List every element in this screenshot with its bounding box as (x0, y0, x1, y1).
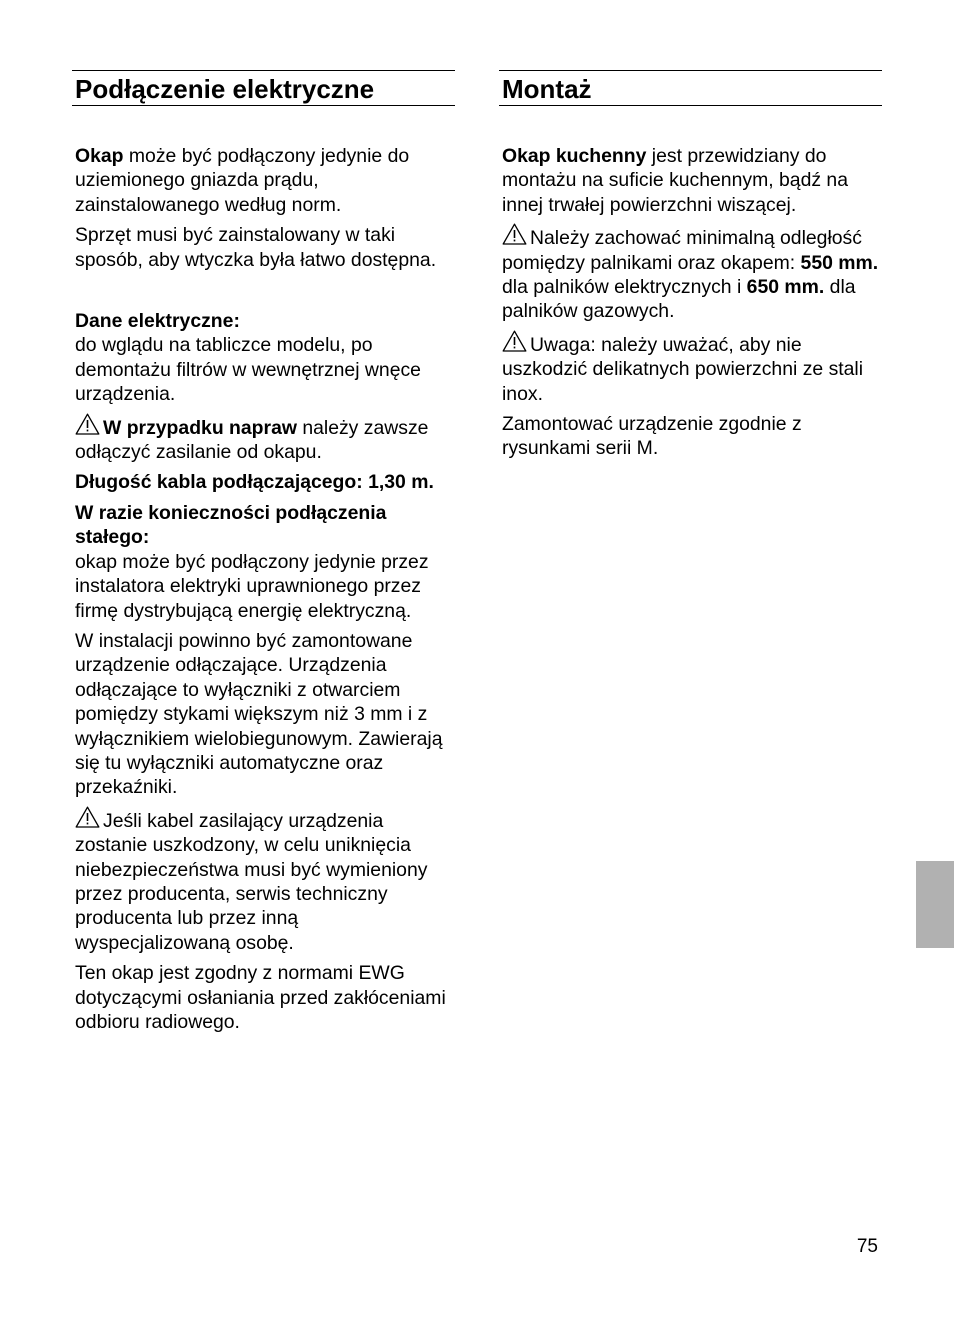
paragraph (75, 501, 455, 623)
section-title-electrical: Podłączenie elektryczne (72, 70, 455, 106)
left-column (72, 70, 455, 1040)
warning-triangle-icon (502, 223, 527, 245)
paragraph (75, 470, 455, 494)
bold-term: Dane elektryczne: (75, 310, 240, 333)
warning-triangle-icon (75, 806, 100, 828)
warning-triangle-icon (502, 330, 527, 352)
bold-term: Okap kuchenny (502, 145, 647, 167)
paragraph-text: do wglądu na tabliczce modelu, po demontażu filtrów w wewnętrznej wnęce urządzenia. (75, 334, 421, 406)
installation-body (499, 144, 882, 461)
language-tab-marker (916, 861, 954, 948)
paragraph (502, 144, 882, 217)
paragraph (75, 309, 455, 407)
paragraph-text: jest przewidziany do montażu na suficie kuchennym, bądź na innej trwałej powierzchni wiszącej. (502, 145, 849, 216)
paragraph-text: należy zawsze odłączyć zasilanie od okapu. (75, 416, 429, 464)
section-title-installation: Montaż (499, 70, 882, 106)
paragraph-text: Jeśli kabel zasilający urządzenia zostanie uszkodzony, w celu uniknięcia niebezpieczeństwa musi być wymieniony przez producenta, serwis techniczny producenta lub przez inną wyspecjalizowaną osobę. (75, 809, 428, 954)
paragraph-text: dla palników gazowych. (502, 276, 856, 323)
bold-term: W przypadku napraw (103, 416, 297, 439)
paragraph (75, 413, 455, 465)
paragraph-text: Należy zachować minimalną odległość pomiędzy palnikami oraz okapem: (502, 227, 862, 274)
paragraph-text: dla palników elektrycznych i (502, 276, 747, 299)
page-number: 75 (856, 1236, 878, 1257)
paragraph (502, 330, 882, 406)
paragraph: Zamontować urządzenie zgodnie z rysunkami serii M. (502, 413, 802, 460)
bold-value: 650 mm. (746, 276, 825, 299)
paragraph: W instalacji powinno być zamontowane urządzenie odłączające. Urządzenia odłączające to wyłączniki z otwarciem pomiędzy stykami większym niż 3 mm i z wyłącznikiem wielobiegunowym. Zawierają się tu wyłączniki automatyczne oraz przekaźniki. (75, 629, 443, 799)
warning-triangle-icon (75, 413, 100, 435)
paragraph (502, 223, 882, 324)
paragraph-text: okap może być podłączony jedynie przez instalatora elektryki uprawnionego przez firmę dystrybującą energię elektryczną. (75, 550, 429, 622)
bold-value: 550 mm. (800, 251, 879, 274)
paragraph: Ten okap jest zgodny z normami EWG dotyczącymi osłaniania przed zakłóceniami odbioru radiowego. (75, 962, 446, 1033)
paragraph-text: Uwaga: należy uważać, aby nie uszkodzić delikatnych powierzchni ze stali inox. (502, 333, 864, 405)
paragraph (75, 806, 455, 955)
bold-term: W razie konieczności podłączenia stałego: (75, 501, 387, 549)
electrical-body (72, 144, 455, 1034)
bold-term: Długość kabla podłączającego: 1,30 m. (75, 471, 434, 494)
bold-term: Okap (75, 145, 124, 167)
paragraph (75, 144, 455, 217)
paragraph: Sprzęt musi być zainstalowany w taki sposób, aby wtyczka była łatwo dostępna. (75, 224, 437, 271)
paragraph-text: może być podłączony jedynie do uziemionego gniazda prądu, zainstalowanego według norm. (75, 145, 410, 216)
right-column (499, 70, 882, 467)
spacer (75, 278, 455, 309)
